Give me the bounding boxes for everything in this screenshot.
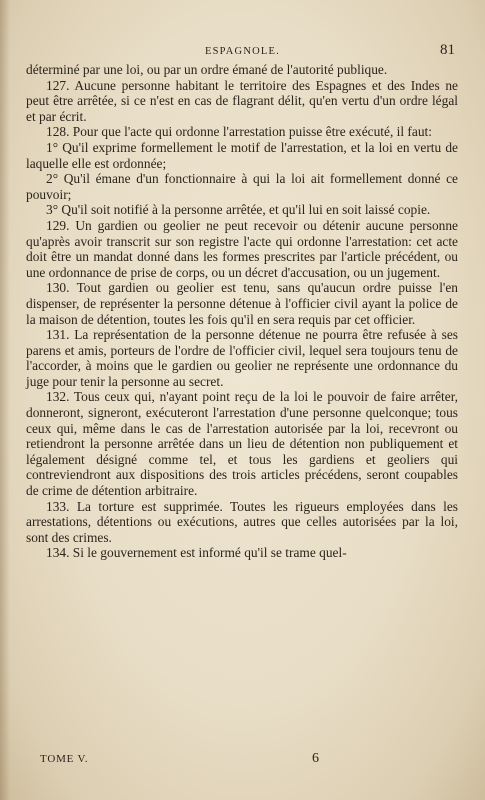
article-134: 134. Si le gouvernement est informé qu'il se trame quel- bbox=[46, 545, 347, 561]
article-128-clause-3: 3° Qu'il soit notifié à la personne arrêtée, et qu'il lui en soit laissé copie. bbox=[46, 202, 431, 218]
article-128-clause-2: 2° Qu'il émane d'un fonctionnaire à qui la loi ait formellement donné ce pouvoir; bbox=[26, 171, 458, 202]
article-128-clause-1: 1° Qu'il exprime formellement le motif de l'arrestation, et la loi en vertu de laquelle elle est ordonnée; bbox=[26, 139, 458, 171]
article-129: 129. Un gardien ou geolier ne peut recevoir ou détenir aucune personne qu'après avoir transcrit sur son registre l'acte qui ordonne l'arrestation: cet acte doit être un mandat donné dans les formes prescrites par l'article précédent, ou une ordonnance de prise de corps, ou un décret d'accusation, ou un jugement. bbox=[26, 217, 458, 280]
page-footer bbox=[40, 751, 459, 767]
body-text bbox=[26, 62, 458, 561]
article-127: 127. Aucune personne habitant le territoire des Espagnes et des Indes ne peut être arrêtée, si ce n'est en cas de flagrant délit, qu'en vertu d'un ordre légal et par écrit. bbox=[26, 77, 458, 124]
running-title: ESPAGNOLE. bbox=[205, 46, 280, 57]
running-head bbox=[26, 42, 459, 62]
article-132: 132. Tous ceux qui, n'ayant point reçu de la loi le pouvoir de faire arrêter, donneront, signeront, exécuteront l'arrestation d'une personne quelconque; tous ceux qui, même dans le cas de l'arrestation autorisée par la loi, recevront ou retiendront la personne arrêtée dans un lieu de détention non publiquement et légalement désigné comme tel, et tous les gardiens et geoliers qui contreviendront aux dispositions des trois articles précédens, seront coupables de crime de détention arbitraire. bbox=[26, 389, 458, 499]
article-130: 130. Tout gardien ou geolier est tenu, sans qu'aucun ordre puisse l'en dispenser, de représenter la personne détenue à l'officier civil ayant la police de la maison de détention, toutes les fois qu'il en sera requis par cet officier. bbox=[26, 280, 458, 327]
volume-label: TOME V. bbox=[40, 753, 89, 765]
article-128: 128. Pour que l'acte qui ordonne l'arrestation puisse être exécuté, il faut: bbox=[46, 124, 432, 140]
article-133: 133. La torture est supprimée. Toutes les rigueurs employées dans les arrestations, détentions ou exécutions, autres que celles autorisées par la loi, sont des crimes. bbox=[26, 498, 458, 545]
page-number: 81 bbox=[440, 42, 455, 58]
article-131: 131. La représentation de la personne détenue ne pourra être refusée à ses parens et amis, porteurs de l'ordre de l'officier civil, lequel sera toujours tenu de l'accorder, à moins que le gardien ou geolier ne représente une ordonnance du juge pour tenir la personne au secret. bbox=[26, 327, 458, 389]
signature-mark: 6 bbox=[312, 751, 319, 766]
paragraph-continuation: déterminé par une loi, ou par un ordre émané de l'autorité publique. bbox=[26, 62, 388, 77]
